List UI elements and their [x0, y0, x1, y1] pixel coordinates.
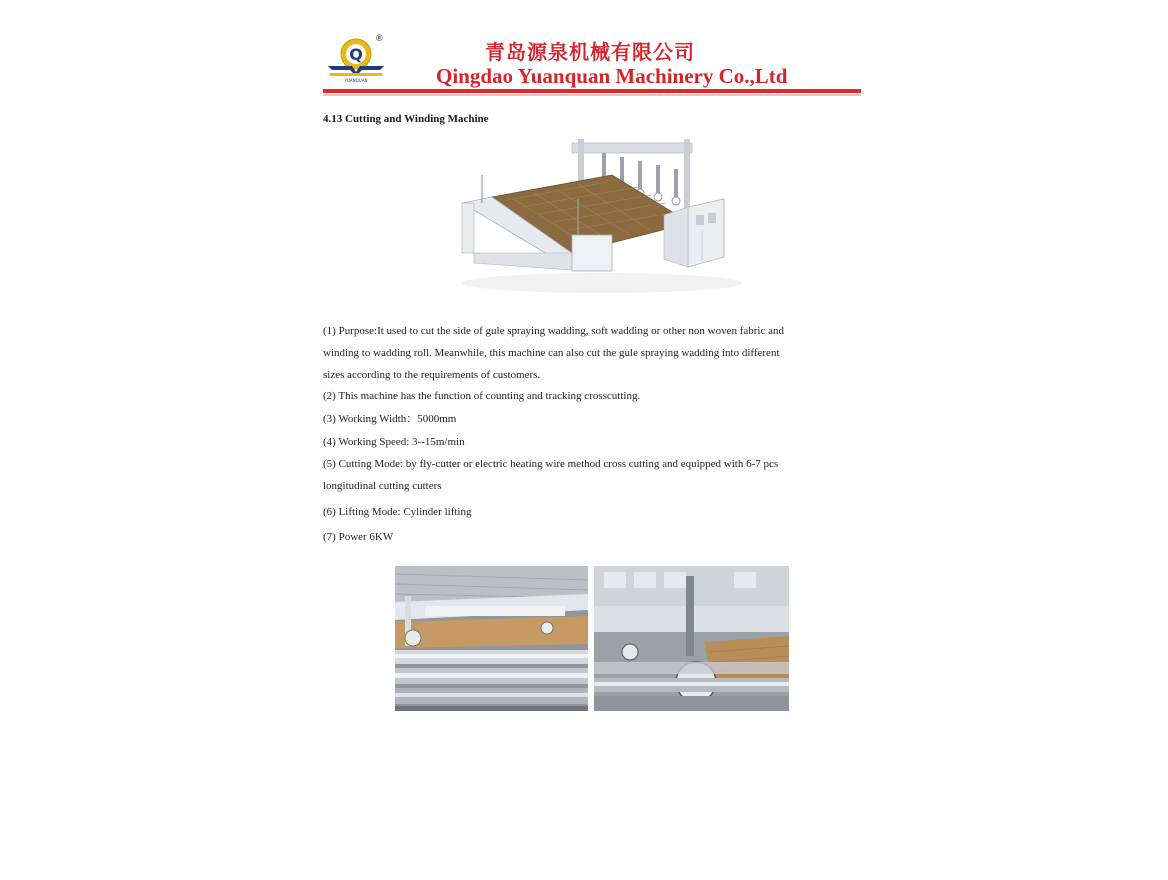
- header-divider-shadow: [323, 94, 861, 96]
- spec-purpose-line-1: (1) Purpose:It used to cut the side of gule spraying wadding, soft wadding or other non woven fabric and: [323, 325, 784, 337]
- spec-working-width: (3) Working Width：5000mm: [323, 413, 457, 425]
- spec-lifting-mode: (6) Lifting Mode: Cylinder lifting: [323, 506, 472, 518]
- company-name-chinese: 青岛源泉机械有限公司: [485, 40, 695, 64]
- registered-mark: ®: [376, 33, 383, 43]
- svg-text:Q: Q: [349, 45, 363, 64]
- machine-photo-cutter-blade: [594, 566, 789, 711]
- spec-working-speed: (4) Working Speed: 3--15m/min: [323, 436, 465, 448]
- spec-purpose-line-2: winding to wadding roll. Meanwhile, this machine can also cut the gule spraying wadding into different: [323, 347, 780, 359]
- spec-function: (2) This machine has the function of counting and tracking crosscutting.: [323, 390, 641, 402]
- header-divider: [323, 89, 861, 93]
- spec-power: (7) Power 6KW: [323, 531, 394, 543]
- section-title: 4.13 Cutting and Winding Machine: [323, 113, 489, 125]
- logo-caption: YUANQUAN: [344, 78, 368, 83]
- cutting-winding-machine-illustration: [452, 135, 742, 295]
- spec-cutting-mode-line-2: longitudinal cutting cutters: [323, 480, 442, 492]
- spec-cutting-mode-line-1: (5) Cutting Mode: by fly-cutter or electric heating wire method cross cutting and equipped with 6-7 pcs: [323, 458, 779, 470]
- spec-purpose-line-3: sizes according to the requirements of customers.: [323, 369, 541, 381]
- company-name-english: Qingdao Yuanquan Machinery Co.,Ltd: [436, 64, 788, 88]
- machine-photo-rollers: [395, 566, 588, 711]
